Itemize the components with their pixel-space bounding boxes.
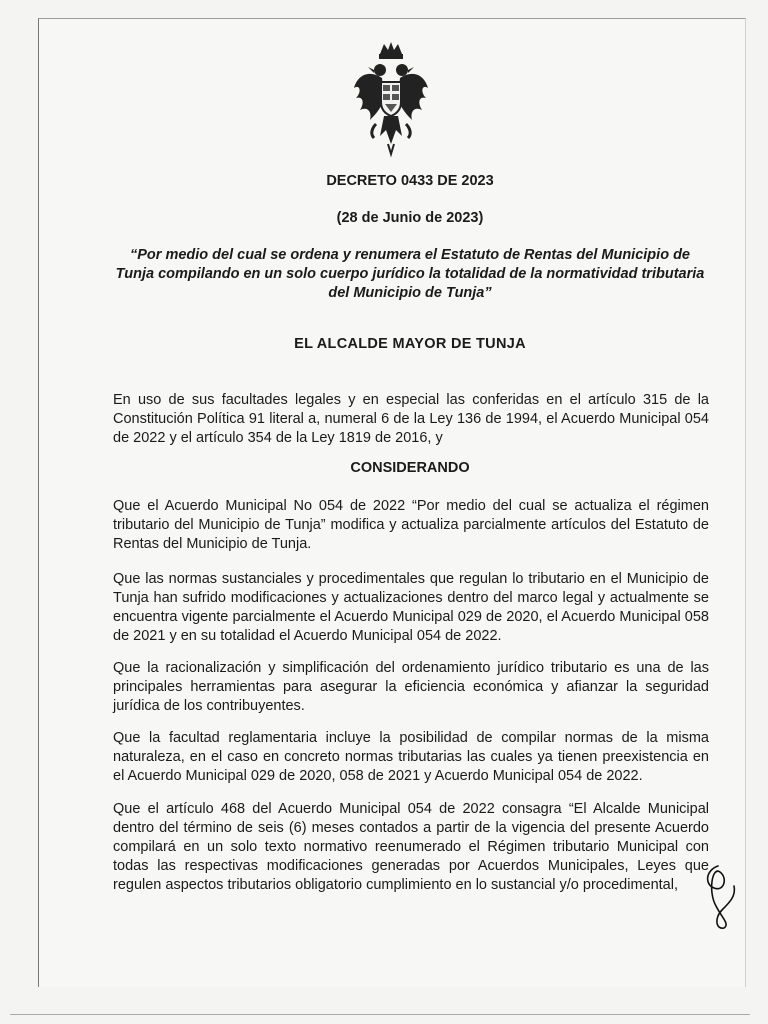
double-headed-eagle-crest-icon xyxy=(352,40,430,158)
page-edge-line xyxy=(10,1014,750,1015)
decree-title: DECRETO 0433 DE 2023 xyxy=(326,173,494,189)
considerando-paragraph-5: Que el artículo 468 del Acuerdo Municipal 054 de 2022 consagra “El Alcalde Municipal dentro del término de seis (6) meses contados a partir de la vigencia del presente Acuerdo compilará en un solo texto normativo reenumerado el Régimen tributario Municipal con todas las respectivas modificaciones generadas por Acuerdos Municipales, Leyes que regulen aspectos tributarios obligatorio cumplimiento en lo sustancial y/o procedimental, xyxy=(113,801,709,893)
preamble-paragraph: En uso de sus facultades legales y en especial las conferidas en el artículo 315 de la Constitución Política 91 literal a, numeral 6 de la Ley 136 de 1994, el Acuerdo Municipal 054 de 2022 y el artículo 354 de la Ley 1819 de 2016, y xyxy=(113,392,709,446)
considerando-paragraph-1: Que el Acuerdo Municipal No 054 de 2022 “Por medio del cual se actualiza el régimen tributario del Municipio de Tunja” modifica y actualiza parcialmente artículos del Estatuto de Rentas del Municipio de Tunja. xyxy=(113,498,709,552)
considerando-paragraph-2: Que las normas sustanciales y procedimentales que regulan lo tributario en el Municipio de Tunja han sufrido modificaciones y actualizaciones dentro del marco legal y actualmente se encuentra vigente parcialmente el Acuerdo Municipal 029 de 2020, el Acuerdo Municipal 058 de 2021 y en su totalidad el Acuerdo Municipal 054 de 2022. xyxy=(113,571,709,644)
considerando-paragraph-4: Que la facultad reglamentaria incluye la posibilidad de compilar normas de la misma naturaleza, en el caso en concreto normas tributarias las cuales ya tienen preexistencia en el Acuerdo Municipal 029 de 2020, 058 de 2021 y Acuerdo Municipal 054 de 2022. xyxy=(113,730,709,784)
considerando-paragraph-3: Que la racionalización y simplificación del ordenamiento jurídico tributario es una de las principales herramientas para asegurar la eficiencia económica y afianzar la seguridad jurídica de los contribuyentes. xyxy=(113,660,709,714)
decree-subtitle: “Por medio del cual se ordena y renumera el Estatuto de Rentas del Municipio de Tunja compilando en un solo cuerpo jurídico la totalidad de la normatividad tributaria del Municipio de Tunja” xyxy=(115,247,705,301)
considerando-heading: CONSIDERANDO xyxy=(350,460,470,476)
issuer-heading: EL ALCALDE MAYOR DE TUNJA xyxy=(294,336,526,352)
handwritten-initials-icon xyxy=(700,862,740,930)
decree-date: (28 de Junio de 2023) xyxy=(336,210,484,226)
